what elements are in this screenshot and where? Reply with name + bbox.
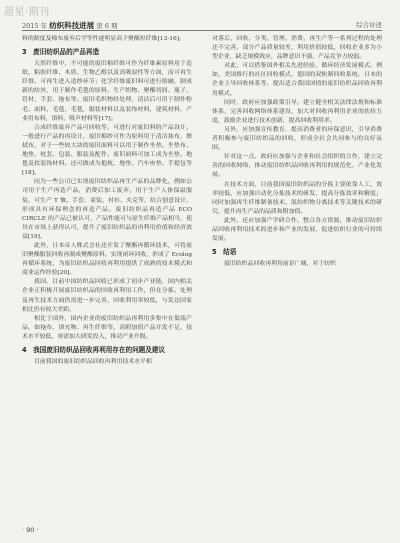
paragraph: 天然纤维中，不可能的废旧棉纤维可作为纤维素原料用于造纸、粘胶纤维、木质、生物乙醇以及高吸湿性等方面，而可再生纤维，可再生进入造纱环节；化学纤维废旧料可进行熔融，制成新的纺丝，用于制作毛毯的原料，生产织物、聚酯切屑、瓶子、管材、手套、拖布等。废旧毛织物经处理，清洁后可用于制作粉毛、面料、毛毯，毛毯，服装材料以及装饰材料，建筑材料，产业用布料，填料，吸声材料等[17]。: [22, 61, 192, 122]
right-column: [212, 35, 382, 515]
section-heading: 5 结语: [212, 248, 237, 257]
paragraph: 此外，日本帝人株式会社还开发了聚酯再循环技术，可将废旧聚酯服装回收再制成聚酯原料，实现闭环回收，形成了 Ecolog 再循环系统，为废旧纺织品回收再利用提供了成熟的技术模式和商业运作经验[20]。: [22, 242, 192, 277]
paragraph: 我国，目前中国纺织品回收已形成了初步产业链，国内相关企业正积极开展废旧纺织品的回收再利用工作，但在分拣、处理及再生技术方面仍需进一步完善，回收利用率较低，与发达国家相比仍有较大差距。: [22, 279, 192, 313]
paragraph: 对落后，回收、分类、管理、消费、再生产等一系列过程的处理还不完善，部分产品质量较差，利用价值较低，回收企业多为小型企业，缺乏规模效应，品牌意识不强，产品竞争力较弱。: [212, 36, 382, 61]
journal-title: 纺织科技进展: [49, 21, 95, 30]
paragraph: 同为一些公司已实现废旧纺织品再生产品的品牌化，例如公司用于生产再造产品，消费后加工废弃，用于生产人体保温服装，可生产 T 恤、手套、童装、衬衫、夹克等，结合创意设计，形成具有环保理念的再造产品。废旧纺织品再造产品 ECO CIRCLE 的产品已被认可，产品性能可与原生纤维产品相当，使其在市场上获得认可，提升了废旧纺织品的再利用价值和经济效益[19]。: [22, 179, 192, 240]
watermark: 超星·期刊: [4, 7, 50, 18]
left-column: [22, 35, 192, 515]
issue-year: 2015 年: [22, 22, 48, 30]
page-number: · 90 ·: [22, 526, 39, 534]
issue-info: [22, 20, 118, 31]
paragraph: 同时，政府应加强政策引导，建立健全相关法律法规和标准体系，完善回收网络体系建设，加大对回收再利用企业的扶持力度，鼓励企业进行技术创新，提高回收利用率。: [212, 99, 382, 124]
paragraph: 合成纤维废弃产品可回收等。可进行对废旧料的产品设计，一般进行产品的再设计，废旧棉纱可作为原料用于清洁抹布，擦拭布，对于一些较大块的废旧面料可以用于制作坐垫、坐垫布、地垫、枕套、包装、服装及配件、废旧面料可加工成为坐垫、地毯及软装饰材料。还可做成为抱枕、地垫、汽车座垫、手提包等[18]。: [22, 124, 192, 177]
paragraph: 废旧纺织品回收再利用前景广阔，对于纺织: [224, 261, 336, 268]
section-heading: 4 我国废旧纺织品回收再利用存在的问题及建议: [22, 346, 166, 354]
paragraph: 另外，应加强宣传教育，提高消费者的环保意识，引导消费者积极参与废旧纺织品的回收，形成全社会共同参与的良好氛围。: [212, 126, 382, 152]
paragraph: 目前我国的废旧纺织品回收再利用技术水平相: [34, 359, 152, 365]
section-heading: 3 废旧纺织品的产品再造: [22, 48, 100, 57]
paragraph: 相比于国外，国内企业的废旧纺织品再利用多集中在低端产品，如拖布、填充物、再生纤维等，高附加值产品开发不足，技术水平较低，亟需加大研发投入，推动产业升级。: [22, 315, 192, 340]
paragraph: 此外，还应加强产学研合作，整合各方资源，推动废旧纺织品回收再利用技术的进步和产业的发展，促进纺织行业的可持续发展。: [212, 217, 382, 243]
paragraph: 对此，可以借鉴国外相关先进经验，循环经济发展模式，例如，美国推行的社区回收模式，德国的双轨制回收系统，日本的企业主导回收体系等，提出适合我国国情的废旧纺织品回收再利用模式。: [212, 63, 382, 97]
paragraph: 针对这一点，政府应加强与企业和社会组织的合作，建立完善的回收网络，推动废旧纺织品回收再利用的规范化、产业化发展。: [212, 154, 382, 179]
paragraph: 在技术方面，目前我国废旧纺织品的分拣主要依靠人工，效率较低，应加强自动化分拣技术的研发，提高分拣效率和精度；同时加强再生纤维制备技术、混纺织物分离技术等关键技术的研究，提升再生产品的品质和附加值。: [212, 181, 382, 215]
paragraph: 料的制度及棉布废弃后学等性能明显高于聚酯短纤维[13-16]。: [22, 36, 185, 42]
section-title: 综合评述: [356, 21, 382, 29]
page-header: [22, 18, 382, 31]
issue-number: 第 6 期: [96, 22, 118, 30]
